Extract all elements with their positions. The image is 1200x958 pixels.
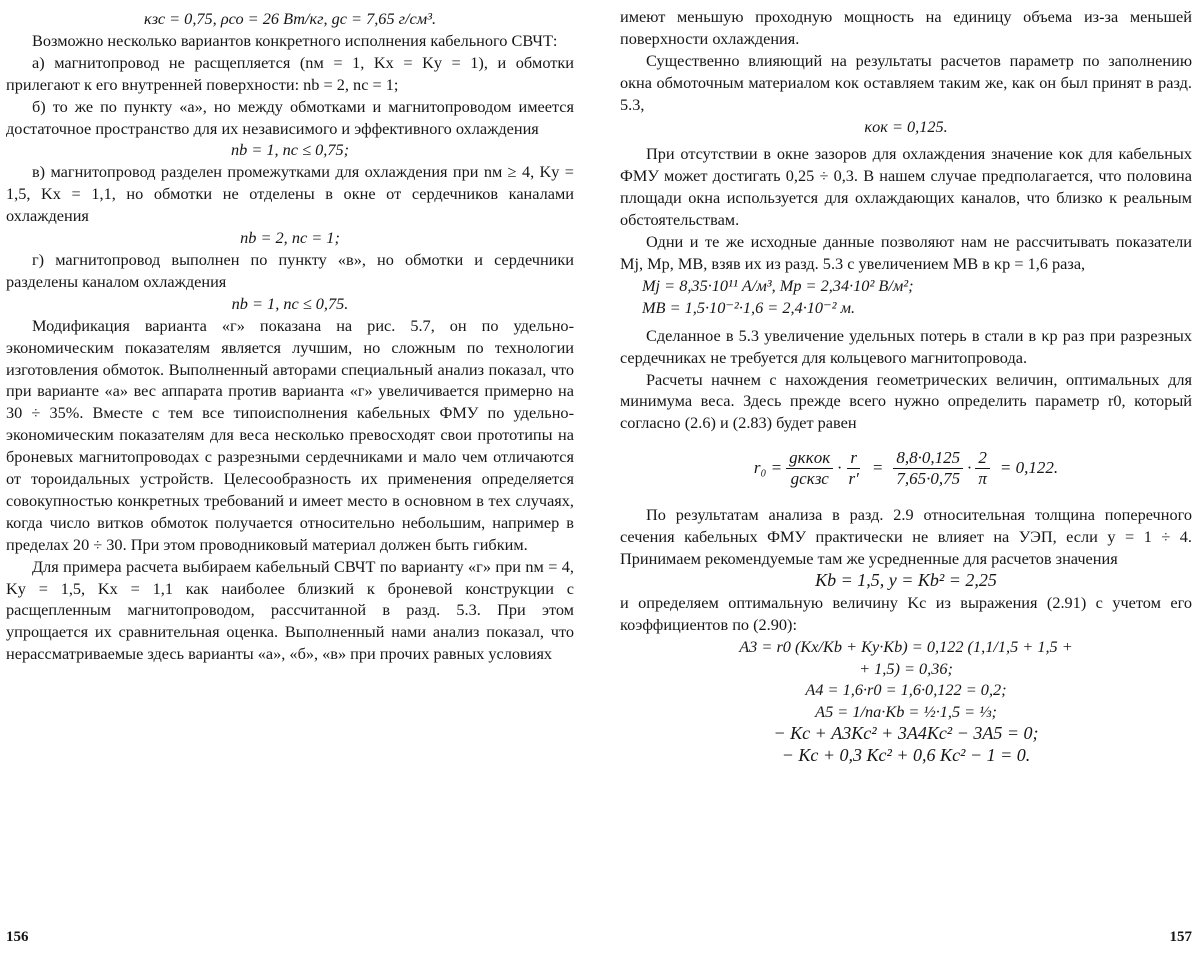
- left-page: [6, 6, 574, 950]
- fraction-pi-denominator: π: [978, 468, 987, 488]
- left-formula: nb = 2, nс = 1;: [240, 228, 340, 248]
- fraction-r: [845, 448, 861, 489]
- right-formula: − Kс + A3Kс² + 3A4Kс² − 3A5 = 0;: [773, 723, 1039, 744]
- left-formula: nb = 1, nс ≤ 0,75.: [231, 293, 349, 313]
- multiply-dot: ·: [837, 458, 842, 478]
- right-formula: Mj = 8,35·10¹¹ А/м³, Mp = 2,34·10² В/м²;: [642, 275, 914, 295]
- right-paragraph: По результатам анализа в разд. 2.9 относительная толщина поперечного сечения кабельных ФМУ практически не влияет на УЭП, если y = 1 ÷ 4. Принимаем рекомендуемые там же усредненные для расчетов значения: [620, 505, 1192, 569]
- left-formula: nb = 1, nс ≤ 0,75;: [230, 140, 350, 160]
- left-paragraph: Модификация варианта «г» показана на рис. 5.7, он по удельно-экономическим показателям является лучшим, но сложным по технологии изготовления обмоток. Выполненный авторами специальный анализ показал, что при варианте «а» вес аппарата против варианта «г» увеличивается примерно на 30 ÷ 35%. Вместе с тем все типоисполнения кабельных ФМУ по удельно-экономическим показателям для веса несколько превосходят свои прототипы на броневых магнитопроводах с разрезными сердечниками и мало чем отличаются от тороидальных устройств. Целесообразность их применения определяется совокупностью конкретных требований и имеет место в основном в тех случаях, когда число витков обмоток получается относительно небольшим, например в пределах 20 ÷ 30. При этом проводниковый материал должен быть гибким.: [6, 315, 574, 554]
- right-paragraph: и определяем оптимальную величину Kс из выражения (2.91) с учетом его коэффициентов по (2.90):: [620, 592, 1192, 634]
- right-page-text: [620, 6, 1192, 767]
- right-formula: A4 = 1,6·r0 = 1,6·0,122 = 0,2;: [805, 680, 1007, 700]
- fraction-pi-numerator: 2: [975, 448, 990, 469]
- left-page-text: [6, 8, 574, 665]
- fraction-values: [893, 448, 963, 489]
- left-paragraph: г) магнитопровод выполнен по пункту «в», но обмотки и сердечники разделены каналом охлаждения: [6, 249, 574, 291]
- right-formula: Kb = 1,5, y = Kb² = 2,25: [815, 569, 997, 590]
- fraction-values-numerator: 8,8·0,125: [893, 448, 963, 469]
- right-formula: κок = 0,125.: [864, 116, 948, 136]
- right-page: [620, 6, 1192, 950]
- fraction-values-denominator: 7,65·0,75: [896, 468, 961, 488]
- fraction-r-denominator: r′: [848, 468, 859, 488]
- multiply-dot: ·: [967, 458, 972, 478]
- right-formula: − Kс + 0,3 Kс² + 0,6 Kс² − 1 = 0.: [781, 745, 1031, 766]
- page-number-right: 157: [1169, 929, 1192, 945]
- left-formula: κзс = 0,75, ρсо = 26 Вт/кг, gс = 7,65 г/см³.: [143, 9, 437, 28]
- fraction-g: [786, 448, 833, 489]
- left-paragraph: Для примера расчета выбираем кабельный СВЧТ по варианту «г» при nм = 4, Ky = 1,5, Kx = 1,1 как наиболее близкий к броневой конструкции с расщепленным магнитопроводом, рассчитанной в разд. 5.3. При этом упрощается их сравнительная оценка. Выполненный нами анализ показал, что нерассматриваемые здесь варианты «а», «б», «в» при прочих равных условиях: [6, 556, 574, 664]
- left-paragraph: Возможно несколько вариантов конкретного исполнения кабельного СВЧТ:: [32, 30, 558, 50]
- r0-formula: [620, 440, 1192, 496]
- right-paragraph: Расчеты начнем с нахождения геометрических величин, оптимальных для минимума веса. Здесь прежде всего нужно определить параметр r0, который согласно (2.6) и (2.83) будет равен: [620, 369, 1192, 433]
- right-paragraph: имеют меньшую проходную мощность на единицу объема из-за меньшей поверхности охлаждения.: [620, 7, 1192, 48]
- right-formula: A5 = 1/nа·Kb = ½·1,5 = ⅓;: [815, 702, 997, 722]
- right-formula: MB = 1,5·10⁻²·1,6 = 2,4·10⁻² м.: [642, 297, 856, 317]
- left-paragraph: а) магнитопровод не расщепляется (nм = 1, Kx = Ky = 1), и обмотки прилегают к его внутренней поверхности: nb = 2, nс = 1;: [6, 52, 574, 94]
- right-formula: + 1,5) = 0,36;: [859, 658, 953, 678]
- r0-lhs: r₀ =: [753, 458, 783, 478]
- right-paragraph: При отсутствии в окне зазоров для охлаждения значение κок для кабельных ФМУ может достигать 0,25 ÷ 0,3. В нашем случае предполагается, что половина площади окна используется для охлаждающих каналов, что близко к реальным обстоятельствам.: [620, 144, 1192, 230]
- r0-result: = 0,122.: [999, 458, 1059, 478]
- right-paragraph: Сделанное в 5.3 увеличение удельных потерь в стали в κр раз при разрезных сердечниках не требуется для кольцевого магнитопровода.: [620, 325, 1192, 367]
- left-paragraph: в) магнитопровод разделен промежутками для охлаждения при nм ≥ 4, Ky = 1,5, Kx = 1,1, но обмотки не отделены в окне от сердечников каналами охлаждения: [6, 162, 574, 226]
- fraction-pi: [975, 448, 990, 489]
- fraction-r-numerator: r: [847, 448, 860, 469]
- fraction-g-numerator: gкκок: [786, 448, 833, 469]
- right-formula: A3 = r0 (Kx/Kb + Ky·Kb) = 0,122 (1,1/1,5 + 1,5 +: [739, 636, 1073, 656]
- left-paragraph: б) то же по пункту «а», но между обмотками и магнитопроводом имеется достаточное пространство для их независимого и эффективного охлаждения: [6, 96, 574, 138]
- equals-sign: =: [871, 458, 884, 478]
- fraction-g-denominator: gсκзс: [790, 468, 829, 488]
- right-paragraph: Существенно влияющий на результаты расчетов параметр по заполнению окна обмоточным материалом κок оставляем таким же, как он был принят в разд. 5.3,: [620, 50, 1192, 114]
- right-paragraph: Одни и те же исходные данные позволяют нам не рассчитывать показатели Mj, Mp, MB, взяв их из разд. 5.3 с увеличением MB в κр = 1,6 раза,: [620, 232, 1192, 273]
- page-number-left: 156: [6, 929, 29, 945]
